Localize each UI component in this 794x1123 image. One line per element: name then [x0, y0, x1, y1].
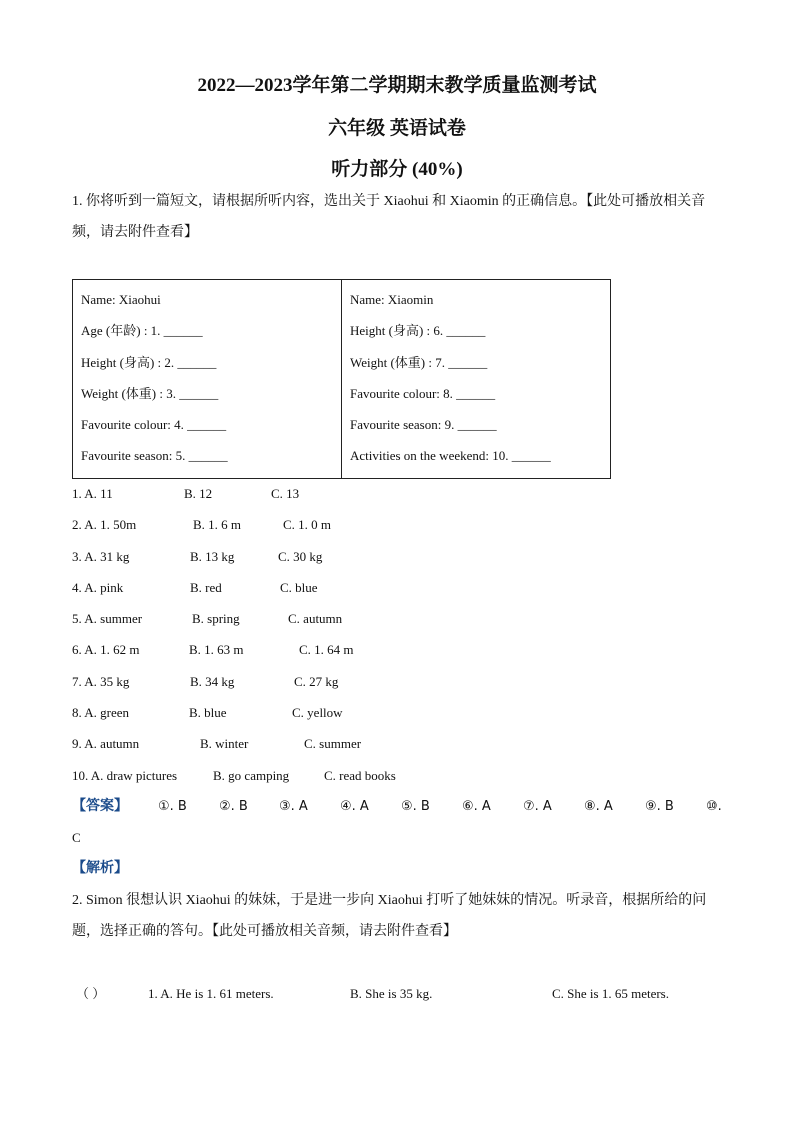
answer-item: ⑤. B [401, 799, 430, 814]
option-a: 7. A. 35 kg [72, 673, 130, 689]
answer-row [72, 791, 732, 822]
table-cell-line: Favourite season: 5. ______ [81, 448, 228, 464]
option-c: C. 1. 64 m [299, 642, 354, 658]
xiaomin-column [342, 280, 611, 479]
option-row [72, 730, 722, 761]
question-2-item-1 [72, 980, 752, 1008]
option-c: C. 30 kg [278, 548, 323, 564]
option-a: 8. A. green [72, 705, 130, 721]
option-c: C. yellow [292, 705, 343, 721]
option-c: C. autumn [288, 611, 343, 627]
answer-item: ②. B [219, 799, 248, 814]
section-title: 听力部分 (40%) [331, 159, 463, 180]
answer-item: ⑥. A [462, 799, 491, 814]
info-table [72, 279, 611, 479]
table-cell-line: Weight (体重) : 7. ______ [350, 354, 488, 370]
option-a: 4. A. pink [72, 579, 124, 595]
option-row [72, 762, 722, 793]
answer-item: ⑦. A [523, 799, 552, 814]
table-cell-line: Favourite season: 9. ______ [350, 417, 497, 433]
table-cell-line: Weight (体重) : 3. ______ [81, 385, 219, 401]
table-cell-line: Height (身高) : 6. ______ [350, 323, 486, 339]
option-b: B. blue [189, 705, 227, 721]
exam-title: 2022—2023学年第二学期期末教学质量监测考试 [197, 75, 597, 96]
answer-item: ①. B [158, 799, 187, 814]
option-b: B. red [190, 579, 222, 595]
option-c: C. blue [280, 579, 318, 595]
option-row [72, 574, 722, 605]
option-b: B. 1. 6 m [193, 517, 242, 533]
option-row [72, 636, 722, 667]
xiaohui-column [73, 280, 342, 479]
instruction-line: 2. Simon 很想认识 Xiaohui 的妹妹，于是进一步向 Xiaohui 打听了她妹妹的情况。听录音，根据所给的问 [72, 893, 707, 908]
table-cell-line: Name: Xiaomin [350, 292, 434, 307]
table-cell-line: Age (年龄) : 1. ______ [81, 323, 203, 339]
option-c: C. read books [324, 767, 396, 783]
answer-item: ⑧. A [584, 799, 613, 814]
option-b: B. 1. 63 m [189, 642, 244, 658]
answer-item: ③. A [279, 799, 308, 814]
question-1-instruction [72, 186, 722, 248]
option-row [72, 480, 722, 511]
analysis-row [72, 853, 732, 884]
option-c: C. She is 1. 65 meters. [552, 986, 669, 1001]
option-a: 2. A. 1. 50m [72, 517, 137, 533]
option-c: C. 1. 0 m [283, 517, 332, 533]
answer-label: 【答案】 [72, 799, 128, 814]
instruction-line: 题，选择正确的答句。【此处可播放相关音频，请去附件查看】 [72, 924, 457, 939]
table-cell-line: Height (身高) : 2. ______ [81, 354, 217, 370]
option-a: 5. A. summer [72, 611, 143, 627]
exam-subtitle: 六年级 英语试卷 [328, 118, 466, 139]
option-b: B. 13 kg [190, 548, 235, 564]
answer-row [72, 822, 732, 853]
answer-last-letter: C [72, 830, 81, 845]
option-c: C. 27 kg [294, 673, 339, 689]
table-cell-line: Activities on the weekend: 10. ______ [350, 448, 551, 464]
answer-bracket: （ ） [76, 986, 106, 1001]
option-c: C. 13 [271, 486, 300, 501]
option-row [72, 511, 722, 542]
option-b: B. 12 [184, 486, 213, 501]
answer-item: ④. A [340, 799, 369, 814]
question-2-instruction [72, 885, 722, 947]
option-row [72, 699, 722, 730]
table-cell-line: Name: Xiaohui [81, 292, 161, 307]
option-row [72, 605, 722, 636]
answer-item: ⑨. B [645, 799, 674, 814]
table-cell-line: Favourite colour: 8. ______ [350, 385, 496, 401]
table-cell-line: Favourite colour: 4. ______ [81, 417, 227, 433]
option-b: B. She is 35 kg. [350, 986, 433, 1001]
option-a: 10. A. draw pictures [72, 767, 178, 783]
option-a: 6. A. 1. 62 m [72, 642, 140, 658]
answer-item: ⑩. [706, 799, 722, 814]
instruction-line: 频，请去附件查看】 [72, 225, 198, 240]
option-b: B. go camping [213, 767, 290, 783]
option-row [72, 668, 722, 699]
option-b: B. spring [192, 611, 240, 627]
analysis-label: 【解析】 [72, 861, 128, 876]
option-b: B. winter [200, 736, 249, 752]
option-a: 1. A. He is 1. 61 meters. [148, 986, 274, 1001]
answer-block [72, 791, 732, 884]
options-list [72, 480, 722, 793]
option-a: 9. A. autumn [72, 736, 140, 752]
instruction-line: 1. 你将听到一篇短文，请根据所听内容，选出关于 Xiaohui 和 Xiaomin 的正确信息。【此处可播放相关音 [72, 194, 706, 209]
option-a: 1. A. 11 [72, 486, 113, 501]
option-row [72, 543, 722, 574]
option-c: C. summer [304, 736, 362, 752]
option-b: B. 34 kg [190, 673, 235, 689]
option-a: 3. A. 31 kg [72, 548, 130, 564]
